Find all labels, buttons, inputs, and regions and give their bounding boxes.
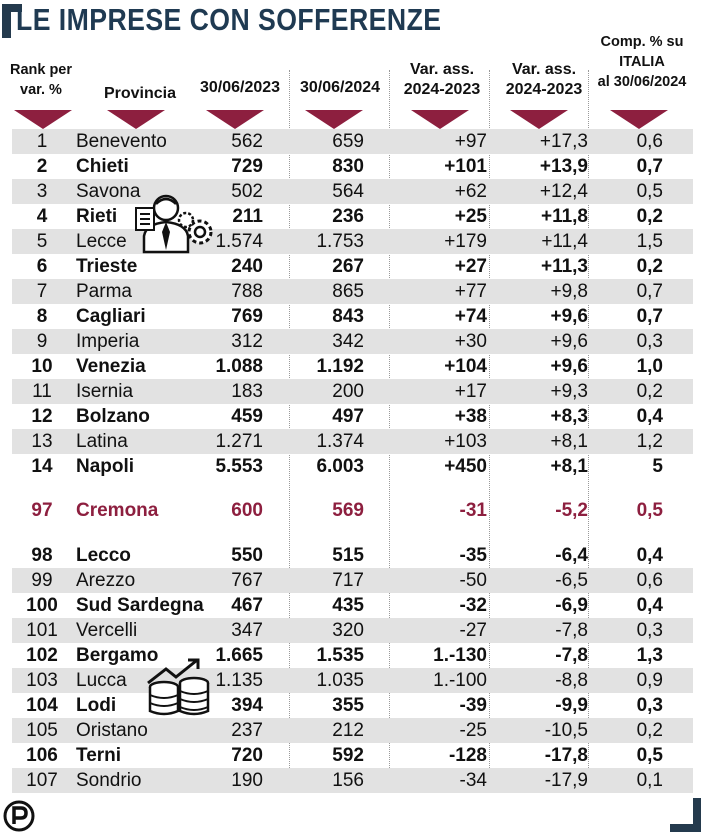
var-pct-cell: -17,9 xyxy=(544,770,588,791)
var-abs-cell: -39 xyxy=(459,695,487,716)
value-2023-cell: 312 xyxy=(231,331,263,352)
var-pct-cell: +13,9 xyxy=(539,156,588,177)
var-pct-cell: +9,8 xyxy=(550,281,588,302)
value-2024-cell: 515 xyxy=(332,545,364,566)
header-marker-triangle xyxy=(610,110,668,129)
provincia-cell: Benevento xyxy=(76,131,167,152)
value-2024-cell: 1.535 xyxy=(316,645,364,666)
value-2024-cell: 1.753 xyxy=(316,231,364,252)
comp-cell: 0,6 xyxy=(636,131,663,152)
var-abs-cell: +77 xyxy=(454,281,487,302)
header-rank-line1: Rank per xyxy=(9,62,73,78)
value-2024-cell: 236 xyxy=(332,206,364,227)
comp-cell: 0,9 xyxy=(636,670,663,691)
value-2024-cell: 497 xyxy=(332,406,364,427)
header-rank xyxy=(6,60,76,100)
table-row xyxy=(12,279,693,304)
value-2023-cell: 769 xyxy=(231,306,263,327)
comp-cell: 0,5 xyxy=(636,500,663,521)
value-2023-cell: 767 xyxy=(231,570,263,591)
table-row xyxy=(12,593,693,618)
var-pct-cell: -6,9 xyxy=(555,595,588,616)
value-2023-cell: 394 xyxy=(231,695,263,716)
comp-cell: 0,5 xyxy=(636,745,663,766)
table-row xyxy=(12,429,693,454)
value-2024-cell: 592 xyxy=(332,745,364,766)
provincia-cell: Arezzo xyxy=(76,570,136,591)
value-2024-cell: 320 xyxy=(332,620,364,641)
provincia-cell: Cagliari xyxy=(76,306,146,327)
value-2024-cell: 1.374 xyxy=(316,431,364,452)
comp-cell: 0,2 xyxy=(636,206,663,227)
value-2024-cell: 267 xyxy=(332,256,364,277)
comp-cell: 0,2 xyxy=(636,720,663,741)
var-abs-cell: -35 xyxy=(459,545,487,566)
var-pct-cell: -6,4 xyxy=(555,545,588,566)
provincia-cell: Napoli xyxy=(76,456,135,477)
var-abs-cell: +103 xyxy=(444,431,487,452)
comp-cell: 0,2 xyxy=(636,256,663,277)
value-2024-cell: 569 xyxy=(332,500,364,521)
value-2024-cell: 200 xyxy=(332,381,364,402)
table-row xyxy=(12,768,693,793)
comp-cell: 0,1 xyxy=(636,770,663,791)
value-2023-cell: 600 xyxy=(231,500,263,521)
value-2023-cell: 1.271 xyxy=(215,431,263,452)
rank-cell: 97 xyxy=(31,500,53,521)
value-2024-cell: 717 xyxy=(332,570,364,591)
var-pct-cell: +9,6 xyxy=(550,306,588,327)
comp-cell: 0,4 xyxy=(636,545,663,566)
table-row xyxy=(12,668,693,693)
value-2024-cell: 1.035 xyxy=(316,670,364,691)
value-2023-cell: 183 xyxy=(231,381,263,402)
var-abs-cell: +38 xyxy=(454,406,487,427)
table-row xyxy=(12,129,693,154)
table-row xyxy=(12,618,693,643)
var-abs-cell: +450 xyxy=(444,456,487,477)
businessman-gears-icon xyxy=(134,192,218,254)
table-row xyxy=(12,229,693,254)
table-row xyxy=(12,154,693,179)
var-pct-cell: +11,3 xyxy=(540,256,588,277)
value-2024-cell: 1.192 xyxy=(316,356,364,377)
var-abs-cell: +104 xyxy=(444,356,487,377)
var-abs-cell: 1.-130 xyxy=(433,645,487,666)
comp-cell: 0,7 xyxy=(636,156,663,177)
rank-cell: 104 xyxy=(26,695,58,716)
provincia-cell: Sondrio xyxy=(76,770,142,791)
provincia-cell: Cremona xyxy=(76,500,159,521)
comp-cell: 5 xyxy=(652,456,663,477)
table-row xyxy=(12,718,693,743)
provincia-cell: Imperia xyxy=(76,331,140,352)
var-abs-cell: -31 xyxy=(459,500,487,521)
header-provincia: Provincia xyxy=(103,85,177,102)
value-2023-cell: 459 xyxy=(231,406,263,427)
rank-cell: 2 xyxy=(36,156,48,177)
var-pct-cell: +8,1 xyxy=(550,456,588,477)
comp-cell: 0,3 xyxy=(636,331,663,352)
provincia-cell: Chieti xyxy=(76,156,129,177)
table-row xyxy=(12,354,693,379)
provincia-cell: Bolzano xyxy=(76,406,150,427)
comp-cell: 1,3 xyxy=(636,645,663,666)
header-comp-line3: al 30/06/2024 xyxy=(597,74,687,90)
table-row xyxy=(12,254,693,279)
header-comp-line2: ITALIA xyxy=(619,54,665,70)
value-2024-cell: 564 xyxy=(332,181,364,202)
rank-cell: 100 xyxy=(26,595,58,616)
provincia-cell: Rieti xyxy=(76,206,118,227)
var-abs-cell: +30 xyxy=(454,331,487,352)
corner-bracket-bottom-right-bar xyxy=(670,824,701,832)
header-var-ass-line2: 2024-2023 xyxy=(403,81,481,98)
value-2023-cell: 5.553 xyxy=(215,456,263,477)
var-pct-cell: +11,4 xyxy=(541,231,588,252)
provincia-cell: Lecce xyxy=(76,231,127,252)
value-2024-cell: 212 xyxy=(332,720,364,741)
rank-cell: 14 xyxy=(31,456,53,477)
rank-cell: 10 xyxy=(31,356,53,377)
rank-cell: 13 xyxy=(31,431,53,452)
comp-cell: 0,5 xyxy=(636,181,663,202)
var-abs-cell: -27 xyxy=(459,620,487,641)
provincia-cell: Latina xyxy=(76,431,128,452)
value-2023-cell: 720 xyxy=(231,745,263,766)
var-abs-cell: +179 xyxy=(444,231,487,252)
table-row xyxy=(12,543,693,568)
var-pct-cell: +8,1 xyxy=(550,431,588,452)
var-abs-cell: +25 xyxy=(454,206,487,227)
header-comp xyxy=(586,32,698,92)
header-marker-triangle xyxy=(14,110,72,129)
header-marker-triangle xyxy=(107,110,165,129)
var-pct-cell: +9,3 xyxy=(550,381,588,402)
header-date-2023: 30/06/2023 xyxy=(199,79,281,96)
value-2023-cell: 347 xyxy=(231,620,263,641)
table-row xyxy=(12,204,693,229)
var-abs-cell: +62 xyxy=(454,181,487,202)
comp-cell: 0,2 xyxy=(636,381,663,402)
var-abs-cell: +101 xyxy=(444,156,487,177)
table-row xyxy=(12,179,693,204)
rank-cell: 106 xyxy=(26,745,58,766)
var-pct-cell: -17,8 xyxy=(544,745,588,766)
var-abs-cell: -34 xyxy=(459,770,487,791)
value-2024-cell: 843 xyxy=(332,306,364,327)
value-2024-cell: 355 xyxy=(332,695,364,716)
rank-cell: 99 xyxy=(31,570,53,591)
var-pct-cell: +9,6 xyxy=(550,331,588,352)
var-abs-cell: 1.-100 xyxy=(433,670,487,691)
var-pct-cell: -6,5 xyxy=(555,570,588,591)
provincia-cell: Venezia xyxy=(76,356,146,377)
table-row xyxy=(12,568,693,593)
value-2023-cell: 1.088 xyxy=(215,356,263,377)
rank-cell: 12 xyxy=(31,406,53,427)
var-abs-cell: -25 xyxy=(459,720,487,741)
var-pct-cell: +9,6 xyxy=(550,356,588,377)
provincia-cell: Isernia xyxy=(76,381,134,402)
value-2023-cell: 562 xyxy=(231,131,263,152)
header-rank-line2: var. % xyxy=(20,82,62,98)
table-row xyxy=(12,304,693,329)
comp-cell: 0,6 xyxy=(636,570,663,591)
var-pct-cell: +17,3 xyxy=(539,131,588,152)
comp-cell: 1,0 xyxy=(636,356,663,377)
value-2023-cell: 1.135 xyxy=(215,670,263,691)
rank-cell: 8 xyxy=(36,306,48,327)
header-marker-triangle xyxy=(305,110,363,129)
table-row xyxy=(12,693,693,718)
value-2024-cell: 659 xyxy=(332,131,364,152)
value-2023-cell: 240 xyxy=(231,256,263,277)
var-abs-cell: -50 xyxy=(459,570,487,591)
comp-cell: 1,5 xyxy=(636,231,663,252)
provincia-cell: Parma xyxy=(76,281,132,302)
header-var-ass-line1: Var. ass. xyxy=(409,61,475,78)
provincia-cell: Savona xyxy=(76,181,141,202)
var-pct-cell: +11,8 xyxy=(540,206,588,227)
rank-cell: 98 xyxy=(31,545,53,566)
provincia-cell: Sud Sardegna xyxy=(76,595,204,616)
var-abs-cell: +74 xyxy=(454,306,487,327)
value-2023-cell: 237 xyxy=(231,720,263,741)
var-abs-cell: +27 xyxy=(454,256,487,277)
var-pct-cell: -10,5 xyxy=(544,720,588,741)
rank-cell: 5 xyxy=(36,231,48,252)
header-var-pct-line1: Var. ass. xyxy=(511,61,577,78)
table-row xyxy=(12,379,693,404)
value-2023-cell: 211 xyxy=(232,206,263,227)
header-marker-triangle xyxy=(411,110,469,129)
value-2023-cell: 467 xyxy=(231,595,263,616)
provincia-cell: Lucca xyxy=(76,670,127,691)
var-abs-cell: -32 xyxy=(459,595,487,616)
var-pct-cell: -7,8 xyxy=(555,620,588,641)
publisher-logo-icon xyxy=(3,800,35,832)
value-2023-cell: 190 xyxy=(231,770,263,791)
table-row xyxy=(12,329,693,354)
value-2024-cell: 830 xyxy=(332,156,364,177)
provincia-cell: Lecco xyxy=(76,545,131,566)
rank-cell: 102 xyxy=(26,645,58,666)
comp-cell: 0,7 xyxy=(636,281,663,302)
comp-cell: 0,3 xyxy=(636,695,663,716)
provincia-cell: Vercelli xyxy=(76,620,138,641)
header-date-2024: 30/06/2024 xyxy=(299,79,381,96)
rank-cell: 105 xyxy=(26,720,58,741)
var-pct-cell: -8,8 xyxy=(555,670,588,691)
header-var-ass xyxy=(392,60,492,100)
var-pct-cell: +12,4 xyxy=(539,181,588,202)
page-title: LE IMPRESE CON SOFFERENZE xyxy=(16,2,442,37)
value-2024-cell: 435 xyxy=(332,595,364,616)
comp-cell: 0,7 xyxy=(636,306,663,327)
var-pct-cell: +8,3 xyxy=(550,406,588,427)
value-2023-cell: 729 xyxy=(231,156,263,177)
header-var-pct xyxy=(494,60,594,100)
header-comp-line1: Comp. % su xyxy=(600,34,684,50)
header-var-pct-line2: 2024-2023 xyxy=(505,81,583,98)
table-row xyxy=(12,491,693,531)
comp-cell: 0,4 xyxy=(636,406,663,427)
var-abs-cell: +17 xyxy=(454,381,487,402)
value-2023-cell: 550 xyxy=(231,545,263,566)
value-2023-cell: 1.665 xyxy=(215,645,263,666)
rank-cell: 11 xyxy=(32,381,52,402)
provincia-cell: Lodi xyxy=(76,695,117,716)
rank-cell: 3 xyxy=(36,181,48,202)
var-pct-cell: -5,2 xyxy=(555,500,588,521)
provincia-cell: Trieste xyxy=(76,256,138,277)
comp-cell: 0,4 xyxy=(636,595,663,616)
value-2024-cell: 156 xyxy=(332,770,364,791)
rank-cell: 6 xyxy=(36,256,48,277)
header-marker-triangle xyxy=(206,110,264,129)
value-2023-cell: 788 xyxy=(231,281,263,302)
value-2023-cell: 1.574 xyxy=(215,231,263,252)
comp-cell: 0,3 xyxy=(636,620,663,641)
comp-cell: 1,2 xyxy=(636,431,663,452)
var-abs-cell: +97 xyxy=(454,131,487,152)
rank-cell: 103 xyxy=(26,670,58,691)
provincia-cell: Bergamo xyxy=(76,645,159,666)
var-pct-cell: -7,8 xyxy=(555,645,588,666)
provincia-cell: Oristano xyxy=(76,720,148,741)
rank-cell: 9 xyxy=(36,331,48,352)
value-2024-cell: 865 xyxy=(332,281,364,302)
coins-growth-icon xyxy=(144,657,214,717)
rank-cell: 4 xyxy=(36,206,48,227)
var-pct-cell: -9,9 xyxy=(555,695,588,716)
var-abs-cell: -128 xyxy=(448,745,487,766)
table-row xyxy=(12,643,693,668)
provincia-cell: Terni xyxy=(76,745,122,766)
header-marker-triangle xyxy=(510,110,568,129)
rank-cell: 101 xyxy=(26,620,58,641)
rank-cell: 1 xyxy=(36,131,48,152)
table-row xyxy=(12,454,693,479)
table-row xyxy=(12,404,693,429)
value-2024-cell: 6.003 xyxy=(316,456,364,477)
value-2023-cell: 502 xyxy=(231,181,263,202)
rank-cell: 7 xyxy=(36,281,48,302)
table-row xyxy=(12,743,693,768)
value-2024-cell: 342 xyxy=(332,331,364,352)
rank-cell: 107 xyxy=(26,770,58,791)
